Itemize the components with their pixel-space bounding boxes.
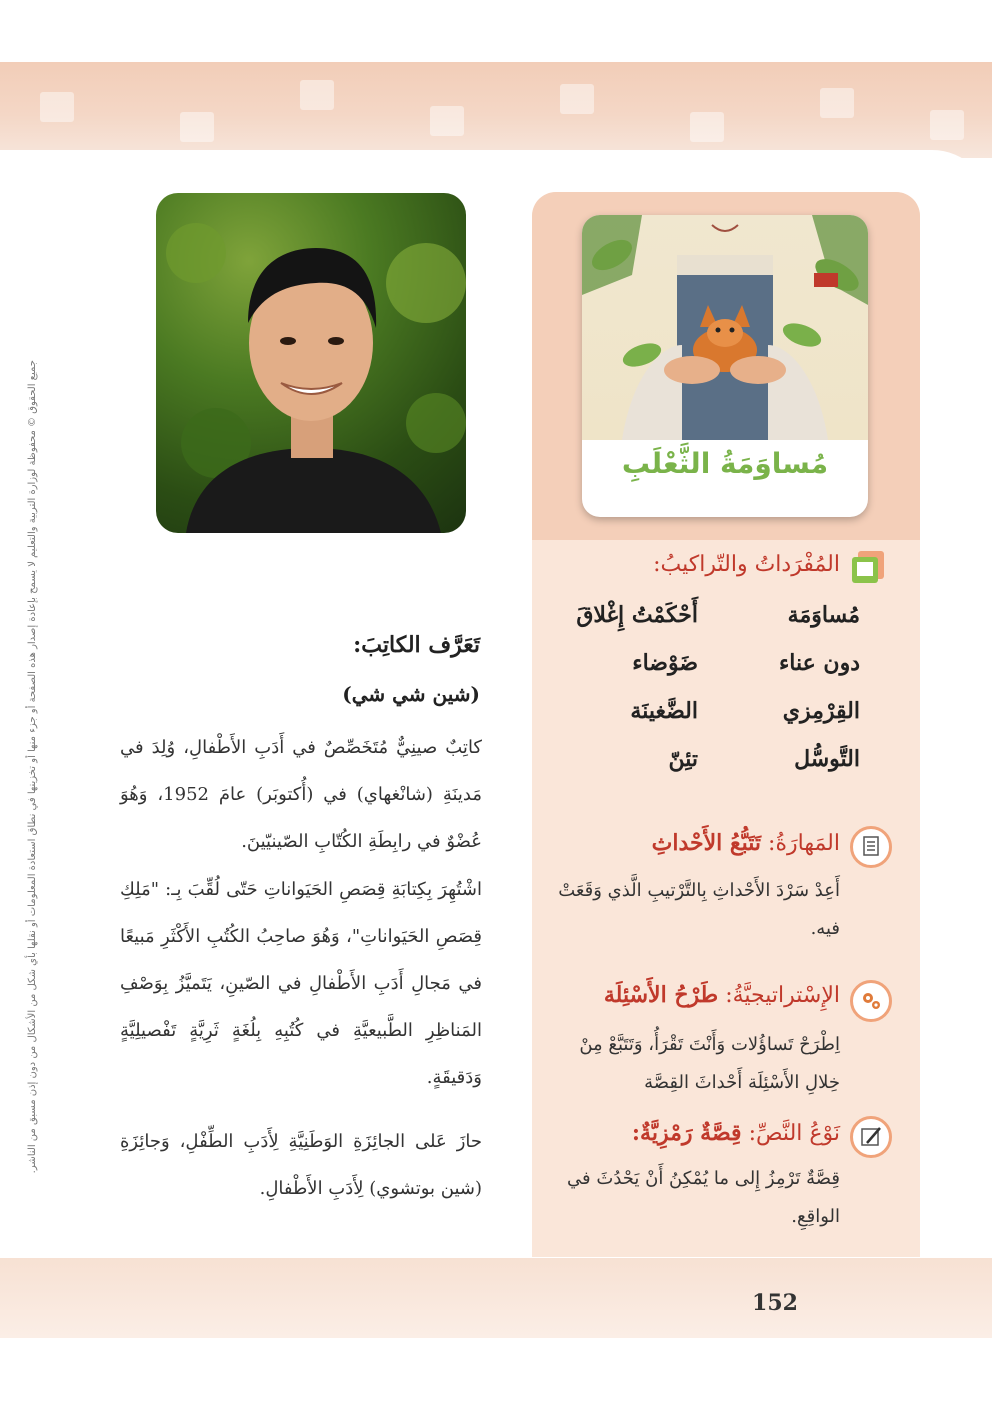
vocabulary-term: الضَّغينَة (630, 698, 698, 724)
vocabulary-term: التَّوسُّل (794, 746, 860, 772)
strategy-label: الإِسْتراتيجيَّةُ: (725, 983, 840, 1008)
book-cover-illustration (582, 215, 868, 440)
author-heading: تَعَرَّف الكاتِبَ: (353, 632, 480, 658)
vocabulary-term: أَحْكَمْتُ إِغْلاقَ (576, 602, 698, 628)
text-type-heading (580, 1120, 840, 1146)
skill-label: المَهارَةُ: (768, 831, 840, 856)
vocabulary-row (548, 698, 860, 746)
text-type-label: نَوْعُ النَّصِّ: (748, 1121, 840, 1146)
vocabulary-row (548, 650, 860, 698)
vocabulary-term: دون عناء (778, 650, 860, 676)
copyright-text: جميع الحقوق © محفوظة لوزارة التربية والتعليم لا يسمح بإعادة إصدار هذه الصفحة أو جزء منها أو تخزينها في نطاق استعادة المعلومات أو نقلها بأي شكل من الأشكال من دون إذن مسبق من الناشر. (27, 360, 38, 1174)
top-decorative-band (0, 62, 992, 158)
page-number: 152 (752, 1290, 798, 1316)
author-bio-paragraph-3: حازَ عَلى الجائِزَةِ الوَطَنِيَّةِ لِأَدَبِ الطِّفْلِ، وَجائِزَةِ (شين بوتشوي) لِأَدَبِ الأَطْفالِ. (120, 1131, 482, 1199)
text-type-pencil-icon (850, 1116, 892, 1158)
strategy-description: اِطْرَحْ تَساؤُلات وَأَنْتَ تَقْرَأُ، وَتَتَبَّعْ مِنْ خِلالِ الأَسْئِلَة أَحْداثَ القِصَّة (579, 1034, 840, 1093)
bottom-decorative-band (0, 1258, 992, 1338)
skill-heading (580, 830, 840, 856)
copyright-side-note (27, 360, 38, 1174)
vocabulary-row (548, 746, 860, 794)
vocabulary-term: القِرْمِزي (782, 698, 860, 724)
strategy-value: طَرْحُ الأَسْئِلَة (603, 982, 719, 1008)
strategy-gear-icon (850, 980, 892, 1022)
vocabulary-book-icon (848, 549, 888, 585)
vocabulary-list (548, 602, 860, 794)
strategy-heading (580, 982, 840, 1008)
skill-value: تَتَبُّعُ الأَحْداثِ (651, 830, 762, 856)
vocabulary-heading: المُفْرَداتُ والتّراكيبُ: (653, 552, 840, 577)
text-type-value: قِصَّةٌ رَمْزِيَّةٌ: (631, 1120, 742, 1146)
text-type-description: قِصَّةٌ تَرْمِزُ إِلى ما يُمْكِنُ أَنْ يَحْدُثَ في الواقِعِ. (567, 1168, 840, 1227)
author-bio-paragraph-1: كاتِبٌ صينِيٌّ مُتَخَصِّصٌ في أَدَبِ الأَطْفالِ، وُلِدَ في مَدينَةِ (شانْغهاي) في (أُكتوبَر) عامَ 1952، وَهُوَ عُضْوٌ في رابِطَةِ الكُتّابِ الصّينيّينَ. (120, 737, 482, 852)
book-cover (582, 215, 868, 517)
skill-description: أَعِدْ سَرْدَ الأَحْداثِ بِالتَّرْتيبِ الَّذي وَقَعَتْ فيه. (558, 880, 840, 939)
author-name: (شين شي شي) (342, 682, 480, 706)
skill-list-icon (850, 826, 892, 868)
author-portrait-icon (156, 193, 466, 533)
author-photo (156, 193, 466, 533)
vocabulary-term: تئِنّ (668, 746, 698, 772)
author-bio-paragraph-2: اشْتُهِرَ بِكِتابَةِ قِصَصِ الحَيَواناتِ حَتّى لُقِّبَ بِـ: "مَلِكِ قِصَصِ الحَيَواناتِ"، وَهُوَ صاحِبُ الكُتُبِ الأَكْثَرِ مَبيعًا في مَجالِ أَدَبِ الأَطْفالِ في الصّينِ، يَتَميَّزُ بِوَصْفِ المَناظِرِ الطَّبيعيَّةِ في كُتُبِهِ بِلُغَةٍ ثَرِيَّةٍ تَفْصيلِيَّةٍ وَدَقيقَةٍ. (120, 879, 482, 1088)
vocabulary-term: مُساوَمَة (787, 602, 860, 628)
fox-illustration-icon (582, 215, 868, 440)
vocabulary-row (548, 602, 860, 650)
book-title: مُساوَمَةُ الثَّعْلَبِ (621, 447, 829, 480)
vocabulary-term: ضَوْضاء (632, 650, 698, 676)
